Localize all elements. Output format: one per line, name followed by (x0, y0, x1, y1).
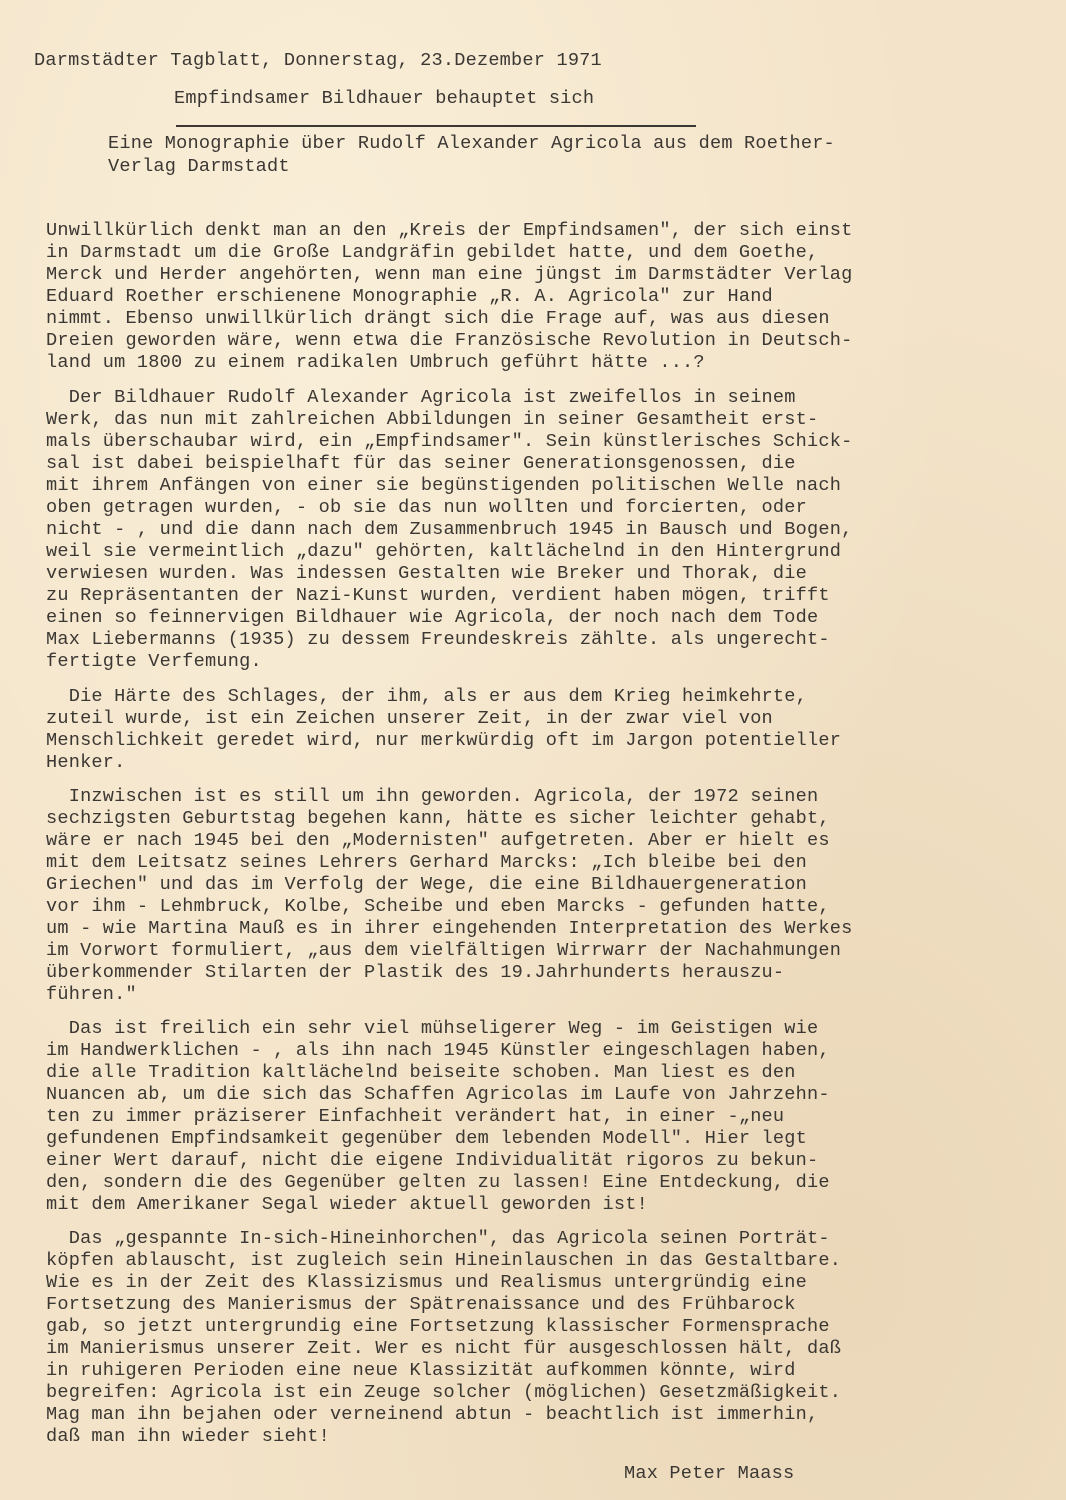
text-line: Fortsetzung des Manierismus der Spätrenaissance und des Frühbarock (46, 1294, 796, 1315)
text-line: im Manierismus unserer Zeit. Wer es nicht für ausgeschlossen hält, daß (46, 1338, 842, 1359)
text-line: gab, so jetzt untergrundig eine Fortsetzung klassischer Formensprache (46, 1316, 830, 1337)
text-line: begreifen: Agricola ist ein Zeuge solcher (möglichen) Gesetzmäßigkeit. (46, 1382, 842, 1403)
text-line: Nuancen ab, um die sich das Schaffen Agricolas im Laufe von Jahrzehn- (46, 1084, 830, 1105)
text-line: gefundenen Empfindsamkeit gegenüber dem lebenden Modell". Hier legt (46, 1128, 807, 1149)
text-line: verwiesen wurden. Was indessen Gestalten wie Breker und Thorak, die (46, 563, 807, 584)
text-line: Wie es in der Zeit des Klassizismus und Realismus untergründig eine (46, 1272, 807, 1293)
text-line: sal ist dabei beispielhaft für das seiner Generationsgenossen, die (46, 453, 796, 474)
text-line: um - wie Martina Mauß es in ihrer eingehenden Interpretation des Werkes (46, 918, 853, 939)
text-line: mals überschaubar wird, ein „Empfindsamer". Sein künstlerisches Schick- (46, 431, 853, 452)
text-line: zuteil wurde, ist ein Zeichen unserer Zeit, in der zwar viel von (46, 708, 773, 729)
paragraph-4 (46, 786, 1026, 1006)
subheadline-line: Eine Monographie über Rudolf Alexander Agricola aus dem Roether- (108, 133, 835, 154)
text-line: einer Wert darauf, nicht die eigene Individualität rigoros zu bekun- (46, 1150, 819, 1171)
text-line: Henker. (46, 752, 126, 773)
text-line: Mag man ihn bejahen oder verneinend abtun - beachtlich ist immerhin, (46, 1404, 819, 1425)
text-line: mit ihrem Anfängen von einer sie begünstigenden politischen Welle nach (46, 475, 842, 496)
text-line: Unwillkürlich denkt man an den „Kreis der Empfindsamen", der sich einst (46, 220, 853, 241)
text-line: Der Bildhauer Rudolf Alexander Agricola ist zweifellos in seinem (46, 387, 796, 408)
text-line: Merck und Herder angehörten, wenn man eine jüngst im Darmstädter Verlag (46, 264, 853, 285)
text-line: den, sondern die des Gegenüber gelten zu lassen! Eine Entdeckung, die (46, 1172, 830, 1193)
text-line: im Vorwort formuliert, „aus dem vielfältigen Wirrwarr der Nachahmungen (46, 940, 842, 961)
text-line: die alle Tradition kaltlächelnd beiseite schoben. Man liest es den (46, 1062, 796, 1083)
text-line: Das „gespannte In-sich-Hineinhorchen", das Agricola seinen Porträt- (46, 1228, 830, 1249)
text-line: Max Liebermanns (1935) zu dessem Freundeskreis zählte. als ungerecht- (46, 629, 830, 650)
text-line: nimmt. Ebenso unwillkürlich drängt sich die Frage auf, was aus diesen (46, 308, 830, 329)
paragraph-6 (46, 1228, 1026, 1448)
text-line: Eduard Roether erschienene Monographie „R. A. Agricola" zur Hand (46, 286, 773, 307)
text-line: Inzwischen ist es still um ihn geworden. Agricola, der 1972 seinen (46, 786, 819, 807)
paragraph-3 (46, 686, 1026, 774)
text-line: Menschlichkeit geredet wird, nur merkwürdig oft im Jargon potentieller (46, 730, 842, 751)
text-line: sechzigsten Geburtstag begehen kann, hätte es sicher leichter gehabt, (46, 808, 830, 829)
text-line: weil sie vermeintlich „dazu" gehörten, kaltlächelnd in den Hintergrund (46, 541, 842, 562)
text-line: ten zu immer präziserer Einfachheit verändert hat, in einer -„neu (46, 1106, 785, 1127)
source-line: Darmstädter Tagblatt, Donnerstag, 23.Dezember 1971 (34, 50, 602, 71)
text-line: Dreien geworden wäre, wenn etwa die Französische Revolution in Deutsch- (46, 330, 853, 351)
text-line: wäre er nach 1945 bei den „Modernisten" aufgetreten. Aber er hielt es (46, 830, 830, 851)
paragraph-2 (46, 387, 1026, 673)
text-line: Die Härte des Schlages, der ihm, als er aus dem Krieg heimkehrte, (46, 686, 807, 707)
headline: Empfindsamer Bildhauer behauptet sich (174, 88, 595, 109)
text-line: land um 1800 zu einem radikalen Umbruch geführt hätte ...? (46, 352, 705, 373)
text-line: Werk, das nun mit zahlreichen Abbildungen in seiner Gesamtheit erst- (46, 409, 819, 430)
headline-underline (176, 125, 696, 127)
text-line: überkommender Stilarten der Plastik des 19.Jahrhunderts herauszu- (46, 962, 785, 983)
text-line: einen so feinnervigen Bildhauer wie Agricola, der noch nach dem Tode (46, 607, 819, 628)
text-line: mit dem Leitsatz seines Lehrers Gerhard Marcks: „Ich bleibe bei den (46, 852, 807, 873)
text-line: Das ist freilich ein sehr viel mühseligerer Weg - im Geistigen wie (46, 1018, 819, 1039)
text-line: Griechen" und das im Verfolg der Wege, die eine Bildhauergeneration (46, 874, 807, 895)
text-line: mit dem Amerikaner Segal wieder aktuell geworden ist! (46, 1194, 648, 1215)
text-line: zu Repräsentanten der Nazi-Kunst wurden, verdient haben mögen, trifft (46, 585, 830, 606)
text-line: in Darmstadt um die Große Landgräfin gebildet hatte, und dem Goethe, (46, 242, 819, 263)
text-line: fertigte Verfemung. (46, 651, 262, 672)
author-signature: Max Peter Maass (624, 1463, 795, 1484)
paragraph-1 (46, 220, 1026, 374)
text-line: oben getragen wurden, - ob sie das nun wollten und forcierten, oder (46, 497, 807, 518)
text-line: daß man ihn wieder sieht! (46, 1426, 330, 1447)
paragraph-5 (46, 1018, 1026, 1216)
text-line: nicht - , und die dann nach dem Zusammenbruch 1945 in Bausch und Bogen, (46, 519, 853, 540)
text-line: vor ihm - Lehmbruck, Kolbe, Scheibe und eben Marcks - gefunden hatte, (46, 896, 830, 917)
subheadline-line: Verlag Darmstadt (108, 156, 290, 177)
text-line: im Handwerklichen - , als ihn nach 1945 Künstler eingeschlagen haben, (46, 1040, 830, 1061)
text-line: köpfen ablauscht, ist zugleich sein Hineinlauschen in das Gestaltbare. (46, 1250, 842, 1271)
text-line: führen." (46, 984, 137, 1005)
text-line: in ruhigeren Perioden eine neue Klassizität aufkommen könnte, wird (46, 1360, 796, 1381)
